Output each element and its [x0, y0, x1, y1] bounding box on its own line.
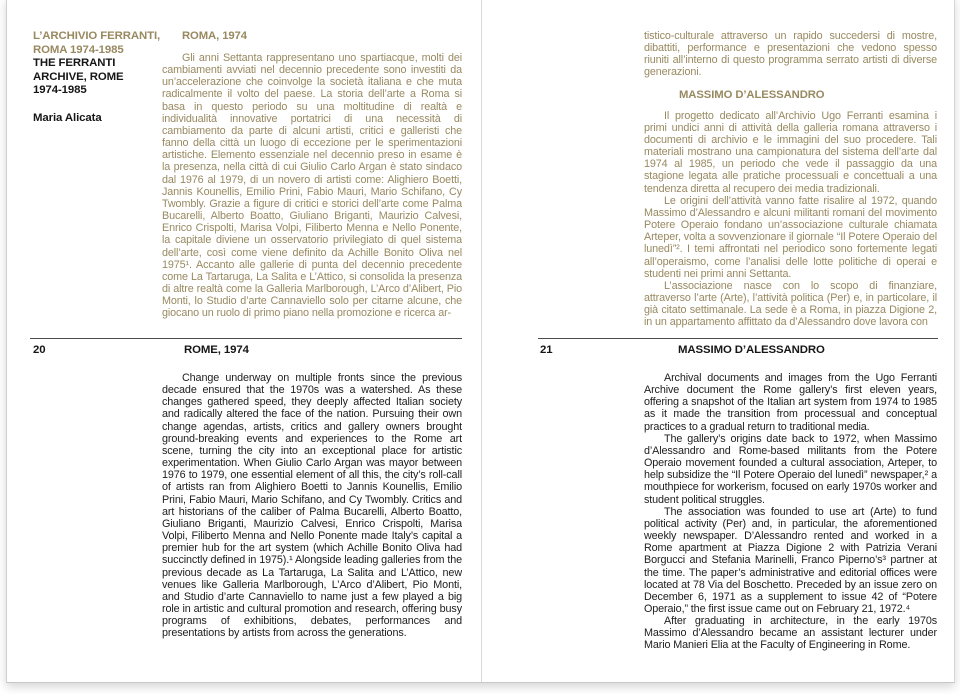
page-number-20: 20: [33, 344, 46, 356]
archive-title-english: [33, 57, 167, 98]
page-number-21: 21: [540, 344, 553, 356]
english-paragraph: The gallery’s origins date back to 1972, when Massimo d’Alessandro and Rome-based militants from the Potere Operaio movement founded a cultural association, Arteper, to help subsidize the “Il Potere Operaio del lunedì” newspaper,² a mouthpiece for workerism, focused on early 1970s worker and student political struggles.: [644, 432, 937, 506]
italian-section-left: [162, 30, 462, 336]
english-paragraph: The association was founded to use art (Arte) to fund political activity (Per) and, in particular, the aforementioned weekly newspaper. D’Alessandro rented and worked in a Rome apartment at Piazza Digione 2 with Patrizia Verani Borgucci and Stefania Marinelli, Franco Piperno’s³ partner at the time. The paper’s administrative and editorial offices were located at 78 Via del Boschetto. Preceded by an issue zero on December 6, 1971 as a supplement to issue 42 of “Potere Operaio,” the first issue came out on February 21, 1972.⁴: [644, 505, 937, 615]
book-spread: [6, 0, 955, 683]
italian-paragraph: Gli anni Settanta rappresentano uno spartiacque, molti dei cambiamenti avviati nel decennio precedente sono investiti da un’accelerazione che coinvolge la società italiana e che muta radicalmente il volto del paese. La storia dell’arte a Roma si basa in questo periodo su una moltitudine di realtà e individualità innovative portatrici di una necessità di cambiamento da parte di alcuni artisti, critici e galleristi che fanno della città un luogo di eccezione per le sperimentazioni artistiche. Elemento essenziale nel decennio preso in esame è la presenza, nella città di cui Giulio Carlo Argan è stato sindaco dal 1976 al 1979, di un novero di artisti come: Alighiero Boetti, Jannis Kounellis, Emilio Prini, Fabio Mauri, Mario Schifano, Cy Twombly. Grazie a figure di critici e storici dell’arte come Palma Bucarelli, Alberto Boatto, Giuliano Briganti, Maurizio Calvesi, Enrico Crispolti, Marisa Volpi, Filiberto Menna e Nello Ponente, la capitale diviene un osservatorio privilegiato di quel sistema dell’arte, così come viene definito da Achille Bonito Oliva nel 1975¹. Accanto alle gallerie di punta del decennio precedente come La Tartaruga, La Salita e L’Attico, si consolida la presenza di altre realtà come la Galleria Marlborough, L’Arco d’Alibert, Pio Monti, lo Studio d’arte Cannaviello solo per citarne alcune, che giocano un ruolo di primo piano nella promozione e ricerca ar-: [162, 52, 462, 320]
title-line: L’ARCHIVIO FERRANTI,: [33, 30, 161, 42]
footer-header-massimo-dalessandro: MASSIMO D’ALESSANDRO: [678, 344, 825, 356]
italian-text-right-body: [644, 110, 937, 329]
italian-text-right: [644, 30, 937, 79]
footer-rule-left: [30, 338, 462, 339]
page-left: [7, 0, 481, 682]
italian-paragraph: Le origini dell’attività vanno fatte risalire al 1972, quando Massimo d’Alessandro e alcuni militanti romani del movimento Potere Operaio fondano un’associazione culturale chiamata Arteper, volta a sovvenzionare il giornale “Il Potere Operaio del lunedì”². I temi affrontati nel periodico sono fortemente legati all’operaismo, come l’analisi delle lotte politiche di operai e studenti nei primi anni Settanta.: [644, 194, 937, 280]
italian-continuation-paragraph: tistico-culturale attraverso un rapido succedersi di mostre, dibattiti, performance e presentazioni che vedono spesso riuniti all’interno di questo programma serrato artisti di diverse generazioni.: [644, 30, 937, 79]
italian-paragraph: L’associazione nasce con lo scopo di finanziare, attraverso l’arte (Arte), l’attività politica (Per) e, in particolare, il già citato settimanale. La sede è a Roma, in piazza Digione 2, in un appartamento affittato da d’Alessandro dove lavora con: [644, 279, 937, 329]
footer-rule-right: [538, 338, 938, 339]
title-line: ARCHIVE, ROME: [33, 70, 124, 83]
title-line: ROMA 1974-1985: [33, 43, 124, 56]
sidebar: [33, 30, 167, 126]
archive-title-italian: [33, 30, 167, 57]
english-section-left: [162, 372, 462, 674]
title-line: 1974-1985: [33, 84, 87, 97]
english-paragraph: After graduating in architecture, in the early 1970s Massimo d’Alessandro became an assistant lecturer under Mario Manieri Elia at the Faculty of Engineering in Rome.: [644, 615, 937, 652]
english-section-right: [644, 372, 937, 674]
english-paragraph: Archival documents and images from the Ugo Ferranti Archive document the Rome gallery’s first eleven years, offering a snapshot of the Italian art system from 1974 to 1985 as it made the transition from processual and conceptual practices to a gradual return to traditional media.: [644, 372, 937, 433]
italian-text-left: [162, 52, 462, 319]
english-text-left: [162, 372, 462, 639]
footer-header-rome-1974: ROME, 1974: [184, 344, 249, 356]
section-header-massimo-dalessandro: MASSIMO D’ALESSANDRO: [679, 88, 825, 101]
section-header-roma-1974: ROMA, 1974: [182, 30, 247, 42]
italian-section-right: [644, 30, 937, 336]
english-text-right: [644, 372, 937, 652]
italian-paragraph: Il progetto dedicato all’Archivio Ugo Ferranti esamina i primi undici anni di attività della galleria romana attraverso i documenti di archivio e le immagini del suo procedere. Tali materiali mostrano una campionatura del sistema dell’arte dal 1974 al 1985, un periodo che vede il passaggio da una stagione legata alle pratiche processuali e concettuali a una tendenza diretta al recupero dei media tradizionali.: [644, 109, 937, 195]
page-right: [482, 0, 956, 682]
title-line: THE FERRANTI: [33, 57, 116, 70]
author-name: Maria Alicata: [33, 111, 102, 124]
english-paragraph: Change underway on multiple fronts since the previous decade ensured that the 1970s was a watershed. As these changes gathered speed, they deeply affected Italian society and radically altered the face of the nation. Pursuing their own change agendas, artists, critics and gallery owners brought ground-breaking events and experiences to the Rome art scene, turning the city into an exceptional place for artistic experimentation. When Giulio Carlo Argan was mayor between 1976 to 1979, one essential element of all this, the city’s roll-call of artists ran from Alighiero Boetti to Jannis Kounellis, Emilio Prini, Fabio Mauri, Mario Schifano, and Cy Twombly. Critics and art historians of the caliber of Palma Bucarelli, Alberto Boatto, Giuliano Briganti, Maurizio Calvesi, Enrico Crispolti, Marisa Volpi, Filiberto Menna and Nello Ponente made Italy’s capital a premier hub for the art system (which Achille Bonito Oliva had succinctly defined in 1975).¹ Alongside leading galleries from the previous decade as La Tartaruga, La Salita and L’Attico, new venues like Galleria Marlborough, L’Arco d’Alibert, Pio Monti, and Studio d’arte Cannaviello to name just a few played a big role in artistic and cultural promotion and research, offering busy programs of exhibitions, debates, performances and presentations by artists from across the generations.: [162, 372, 462, 640]
